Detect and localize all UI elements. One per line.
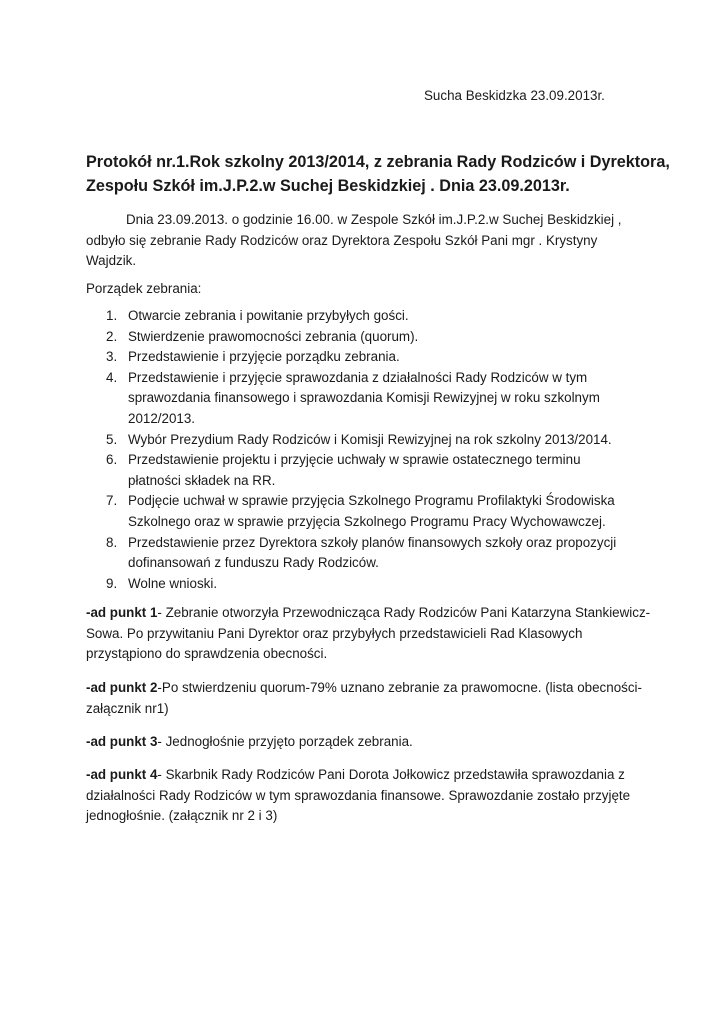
agenda-item <box>86 533 656 574</box>
agenda-item <box>86 368 656 430</box>
point-4-paragraph <box>86 765 656 827</box>
point-text: - Skarbnik Rady Rodziców Pani Dorota Jołkowicz przedstawiła sprawozdania z <box>157 767 625 782</box>
agenda-list <box>86 306 656 594</box>
agenda-item <box>86 450 656 491</box>
agenda-item-text: Otwarcie zebrania i powitanie przybyłych gości. <box>128 308 409 323</box>
intro-line-2: odbyło się zebranie Rady Rodziców oraz Dyrektora Zespołu Szkół Pani mgr . Krystyny <box>86 232 598 248</box>
agenda-item-text: Szkolnego oraz w sprawie przyjęcia Szkolnego Programu Pracy Wychowawczej. <box>128 513 606 529</box>
point-label: -ad punkt 2 <box>86 680 158 695</box>
agenda-item-number: 4. <box>106 369 118 385</box>
agenda-item-text: Przedstawienie i przyjęcie porządku zebrania. <box>128 349 400 365</box>
agenda-item <box>86 327 656 348</box>
intro-line-3: Wajdzik. <box>86 253 137 269</box>
agenda-item-number: 6. <box>106 452 118 468</box>
agenda-item-number: 1. <box>106 308 118 323</box>
agenda-item <box>86 574 656 595</box>
title-line-1: Protokół nr.1.Rok szkolny 2013/2014, z zebrania Rady Rodziców i Dyrektora, <box>86 153 670 171</box>
agenda-item-number: 2. <box>106 328 118 344</box>
agenda-item-text: Wolne wnioski. <box>128 575 218 591</box>
agenda-item-number: 8. <box>106 534 118 550</box>
place-date: Sucha Beskidzka 23.09.2013r. <box>424 88 605 103</box>
agenda-item-text: dofinansowań z funduszu Rady Rodziców. <box>128 555 379 571</box>
agenda-item-text: Podjęcie uchwał w sprawie przyjęcia Szkolnego Programu Profilaktyki Środowiska <box>128 493 615 509</box>
agenda-item-text: Przedstawienie i przyjęcie sprawozdania z działalności Rady Rodziców w tym <box>128 369 588 385</box>
agenda-item-text: Wybór Prezydium Rady Rodziców i Komisji Rewizyjnej na rok szkolny 2013/2014. <box>128 431 612 447</box>
agenda-item-text: 2012/2013. <box>128 410 196 426</box>
point-text: Sowa. Po przywitaniu Pani Dyrektor oraz przybyłych przedstawicieli Rad Klasowych <box>86 625 583 641</box>
point-text: - Jednogłośnie przyjęto porządek zebrania. <box>157 734 413 749</box>
point-3-paragraph <box>86 732 656 753</box>
point-label: -ad punkt 1 <box>86 605 158 620</box>
point-text: działalności Rady Rodziców w tym sprawozdania finansowe. Sprawozdanie zostało przyjęte <box>86 787 631 803</box>
agenda-item-number: 9. <box>106 575 118 591</box>
point-label: -ad punkt 4 <box>86 767 158 782</box>
agenda-item <box>86 430 656 451</box>
agenda-item-text: płatności składek na RR. <box>128 472 276 488</box>
point-text: - Zebranie otworzyła Przewodnicząca Rady Rodziców Pani Katarzyna Stankiewicz- <box>157 605 651 620</box>
point-text: przystąpiono do sprawdzenia obecności. <box>86 646 328 662</box>
document-title <box>86 150 676 198</box>
agenda-item <box>86 306 656 327</box>
agenda-item-text: Stwierdzenie prawomocności zebrania (quorum). <box>128 328 419 344</box>
point-text: jednogłośnie. (załącznik nr 2 i 3) <box>86 808 278 824</box>
agenda-item <box>86 491 656 532</box>
agenda-item-text: sprawozdania finansowego i sprawozdania Komisji Rewizyjnej w roku szkolnym <box>128 390 600 406</box>
agenda-item-number: 5. <box>106 431 118 447</box>
point-text: -Po stwierdzeniu quorum-79% uznano zebranie za prawomocne. (lista obecności- <box>157 680 642 695</box>
agenda-item-text: Przedstawienie przez Dyrektora szkoły planów finansowych szkoły oraz propozycji <box>128 534 617 550</box>
point-1-paragraph <box>86 603 656 665</box>
point-2-paragraph <box>86 678 656 719</box>
intro-line-1: Dnia 23.09.2013. o godzinie 16.00. w Zespole Szkół im.J.P.2.w Suchej Beskidzkiej , <box>126 212 622 227</box>
agenda-label: Porządek zebrania: <box>86 281 202 296</box>
point-text: załącznik nr1) <box>86 700 169 716</box>
point-label: -ad punkt 3 <box>86 734 158 749</box>
agenda-item-number: 3. <box>106 349 118 365</box>
agenda-item-text: Przedstawienie projektu i przyjęcie uchwały w sprawie ostatecznego terminu <box>128 452 581 468</box>
agenda-item-number: 7. <box>106 493 118 509</box>
agenda-item <box>86 347 656 368</box>
title-line-2: Zespołu Szkół im.J.P.2.w Suchej Beskidzkiej . Dnia 23.09.2013r. <box>86 177 570 195</box>
intro-paragraph <box>86 210 656 272</box>
